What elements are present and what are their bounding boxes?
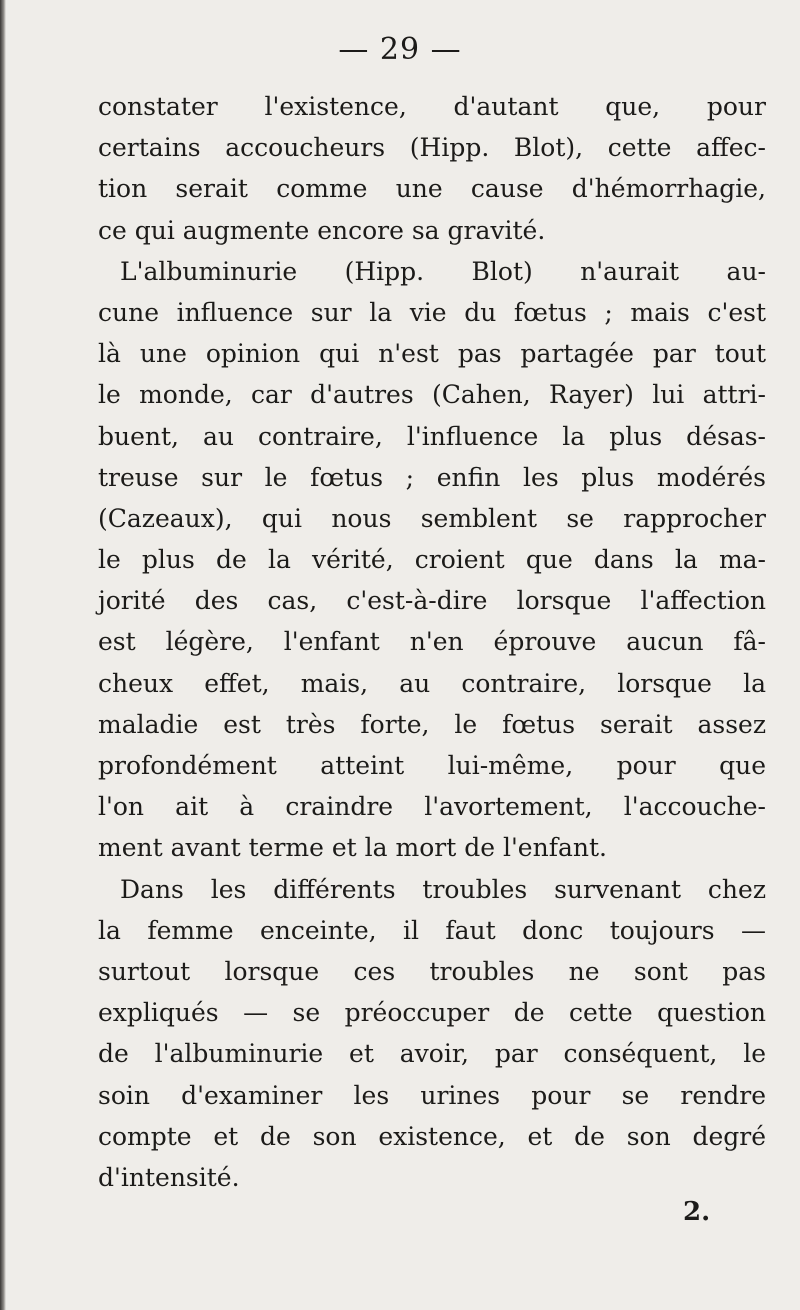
text-line: certains accoucheurs (Hipp. Blot), cette affec- bbox=[98, 133, 766, 163]
text-line: là une opinion qui n'est pas partagée par tout bbox=[98, 339, 766, 369]
text-line: est légère, l'enfant n'en éprouve aucun fâ- bbox=[98, 627, 766, 657]
text-line: L'albuminurie (Hipp. Blot) n'aurait au- bbox=[120, 256, 766, 286]
text-line: compte et de son existence, et de son degré bbox=[98, 1121, 766, 1151]
text-line: buent, au contraire, l'influence la plus désas- bbox=[98, 421, 766, 451]
text-line: surtout lorsque ces troubles ne sont pas bbox=[98, 956, 766, 986]
text-line: ce qui augmente encore sa gravité. bbox=[98, 215, 546, 245]
text-line: (Cazeaux), qui nous semblent se rapprocher bbox=[98, 503, 766, 533]
text-line: treuse sur le fœtus ; enfin les plus modérés bbox=[98, 462, 766, 492]
text-line: soin d'examiner les urines pour se rendre bbox=[98, 1080, 766, 1110]
text-line: constater l'existence, d'autant que, pour bbox=[98, 92, 766, 121]
text-line: le plus de la vérité, croient que dans la ma- bbox=[98, 545, 766, 575]
signature-mark: 2. bbox=[683, 1197, 711, 1227]
text-line: tion serait comme une cause d'hémorrhagie, bbox=[98, 174, 766, 204]
text-line: maladie est très forte, le fœtus serait assez bbox=[98, 709, 766, 739]
body-text bbox=[98, 86, 766, 1198]
text-line: profondément atteint lui-même, pour que bbox=[98, 751, 766, 780]
text-line: expliqués — se préoccuper de cette question bbox=[98, 998, 766, 1028]
page-binding-edge bbox=[0, 0, 6, 1310]
text-line: la femme enceinte, il faut donc toujours — bbox=[98, 915, 766, 945]
text-line: d'intensité. bbox=[98, 1162, 240, 1192]
page-number: — 29 — bbox=[338, 32, 462, 67]
text-line: Dans les différents troubles survenant chez bbox=[120, 874, 766, 904]
text-line: de l'albuminurie et avoir, par conséquent, le bbox=[98, 1039, 766, 1069]
text-line: l'on ait à craindre l'avortement, l'accouche- bbox=[98, 792, 766, 822]
text-line: jorité des cas, c'est-à-dire lorsque l'affection bbox=[98, 586, 766, 616]
text-line: cheux effet, mais, au contraire, lorsque la bbox=[98, 668, 766, 698]
text-line: cune influence sur la vie du fœtus ; mais c'est bbox=[98, 297, 766, 327]
text-line: le monde, car d'autres (Cahen, Rayer) lui attri- bbox=[98, 380, 766, 410]
text-line: ment avant terme et la mort de l'enfant. bbox=[98, 833, 607, 863]
